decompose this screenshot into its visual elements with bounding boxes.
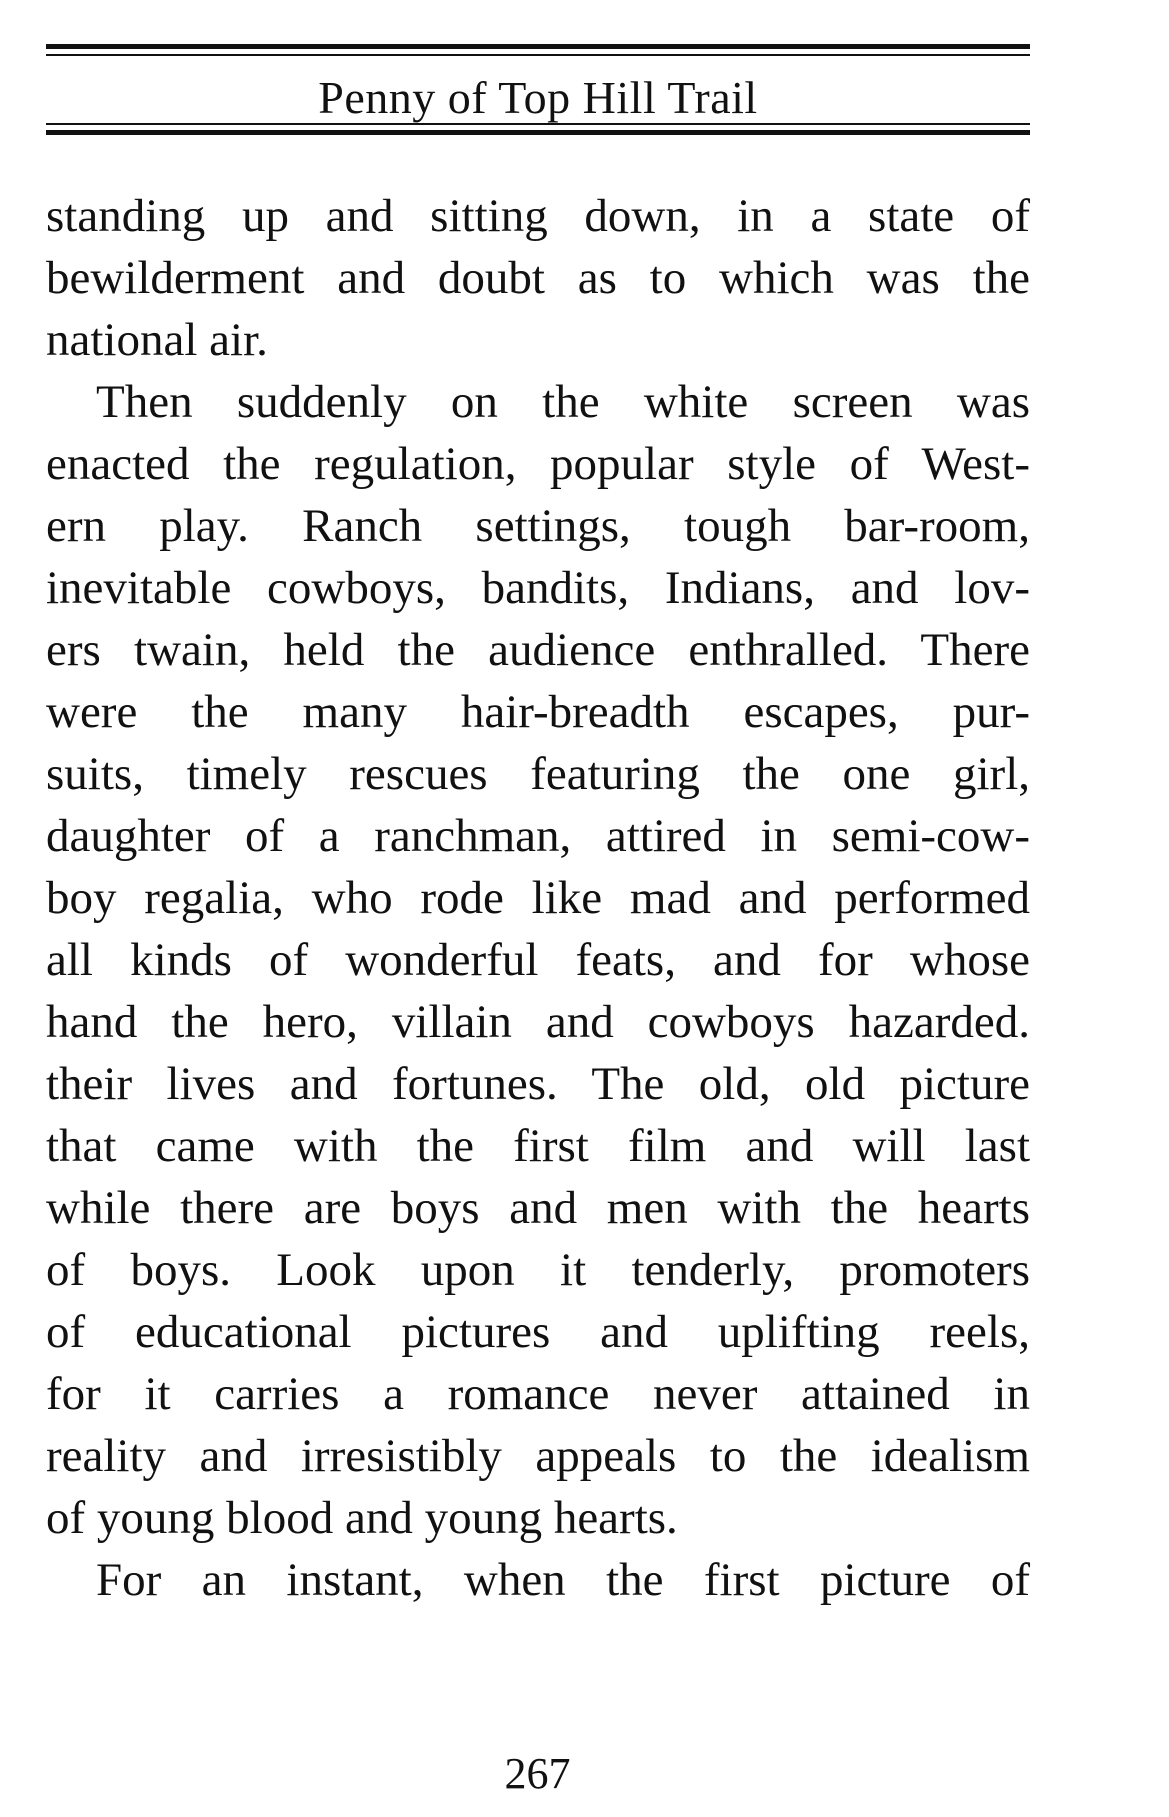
text-line: their lives and fortunes. The old, old picture: [46, 1058, 1030, 1110]
text-line: ern play. Ranch settings, tough bar-room,: [46, 500, 1030, 552]
text-line: of boys. Look upon it tenderly, promoters: [46, 1244, 1030, 1296]
header-rule-top-thick: [46, 44, 1030, 49]
text-line: inevitable cowboys, bandits, Indians, and lov-: [46, 562, 1030, 614]
text-line: daughter of a ranchman, attired in semi-cow-: [46, 810, 1030, 862]
text-line: that came with the first film and will last: [46, 1120, 1030, 1172]
text-line: enacted the regulation, popular style of West-: [46, 438, 1030, 490]
text-line: standing up and sitting down, in a state of: [46, 190, 1030, 242]
running-head: Penny of Top Hill Trail: [318, 72, 758, 123]
header-rule-bottom-thick: [46, 130, 1030, 135]
text-line: of educational pictures and uplifting reels,: [46, 1306, 1030, 1358]
text-line: bewilderment and doubt as to which was the: [46, 252, 1030, 304]
text-line: of young blood and young hearts.: [46, 1492, 678, 1544]
text-line: ers twain, held the audience enthralled. There: [46, 624, 1030, 676]
text-line: reality and irresistibly appeals to the idealism: [46, 1430, 1030, 1482]
text-line: all kinds of wonderful feats, and for whose: [46, 934, 1030, 986]
text-line: while there are boys and men with the hearts: [46, 1182, 1030, 1234]
header-rule-bottom-thin: [46, 123, 1030, 125]
header-rule-top-thin: [46, 54, 1030, 56]
text-line: For an instant, when the first picture of: [96, 1554, 1030, 1606]
page-number: 267: [504, 1749, 571, 1798]
text-line: boy regalia, who rode like mad and performed: [46, 872, 1030, 924]
text-line: for it carries a romance never attained in: [46, 1368, 1030, 1420]
text-line: hand the hero, villain and cowboys hazarded.: [46, 996, 1030, 1048]
text-line: were the many hair-breadth escapes, pur-: [46, 686, 1030, 738]
body-text: [46, 185, 1030, 1611]
text-line: suits, timely rescues featuring the one girl,: [46, 748, 1030, 800]
text-line: national air.: [46, 314, 268, 366]
text-line: Then suddenly on the white screen was: [96, 376, 1030, 428]
